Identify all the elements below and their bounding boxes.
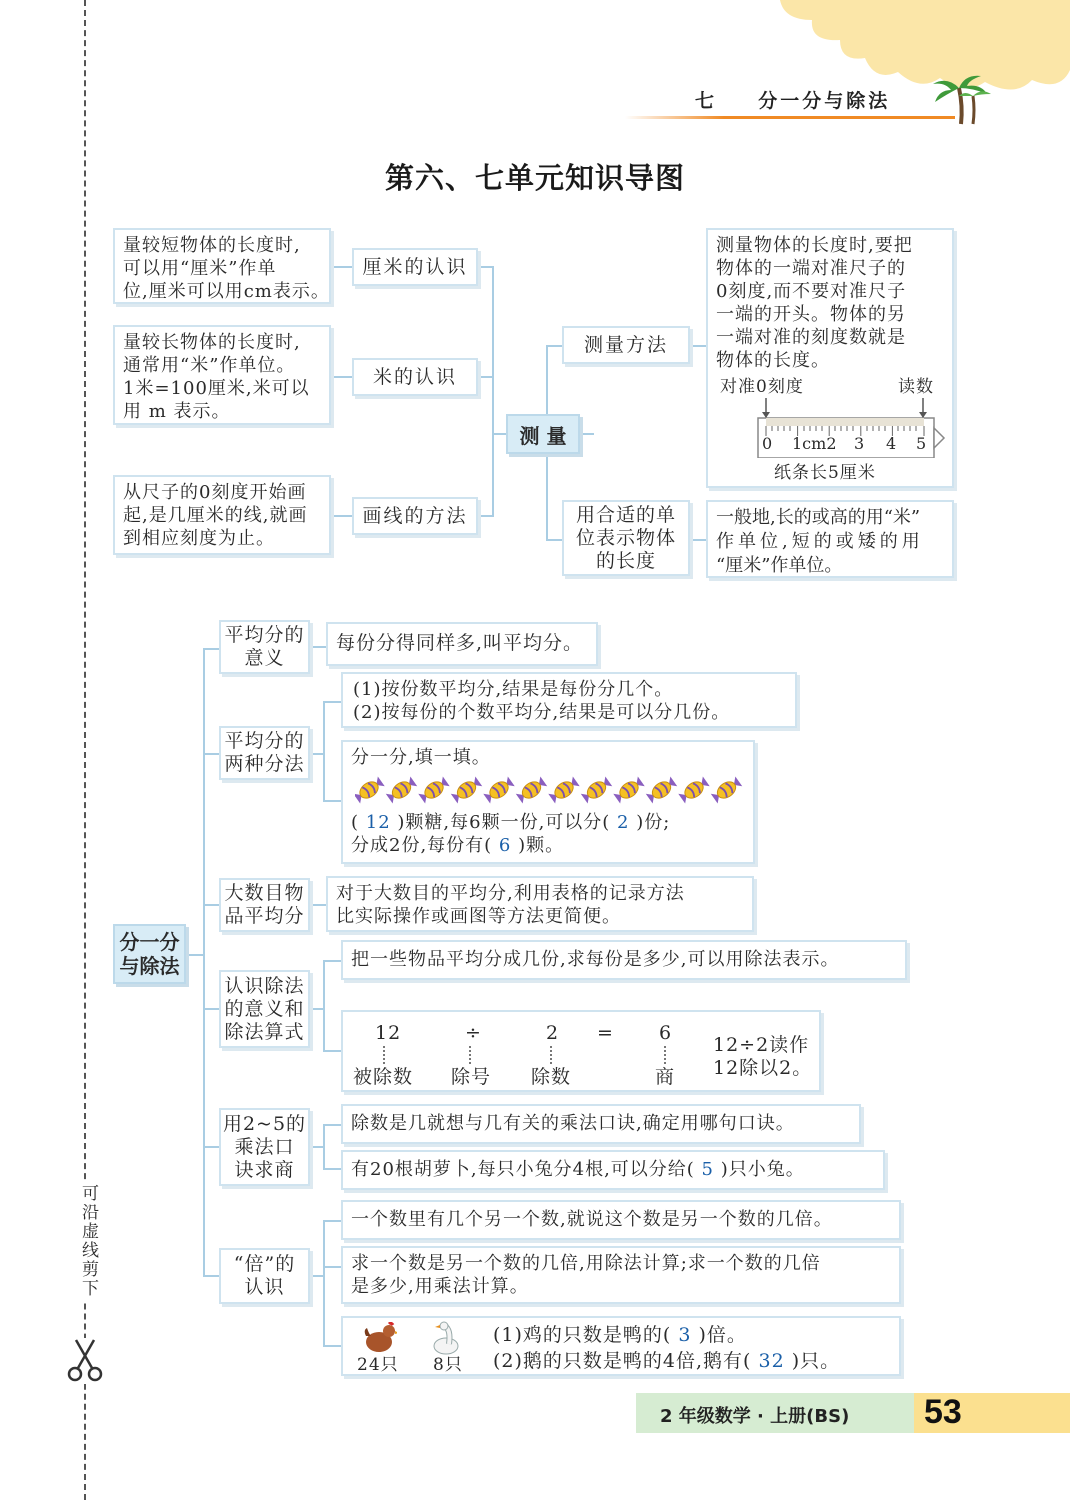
page-number: 53 xyxy=(924,1393,962,1431)
dividend: 12 xyxy=(375,1022,402,1044)
m-description: 量较长物体的长度时, 通常用“米”作单位。 1米=100厘米,米可以 用 m 表示。 xyxy=(113,325,331,425)
answer-per-share: 6 xyxy=(498,835,512,856)
unit-description: 一般地,长的或高的用“米” 作单位,短的或矮的用 “厘米”作单位。 xyxy=(706,500,954,578)
division-sign-name: 除号 xyxy=(451,1066,492,1088)
node-large-quantity: 大数目物 品平均分 xyxy=(219,878,310,932)
scissors-icon xyxy=(66,1338,104,1384)
node-method: 测量方法 xyxy=(562,326,690,364)
node-m: 米的认识 xyxy=(352,358,478,396)
header-rule xyxy=(625,116,955,119)
candy-icon xyxy=(385,776,418,805)
multiplication-tip: 除数是几就想与几有关的乘法口诀,确定用哪句口诀。 xyxy=(341,1104,861,1144)
candy-icon xyxy=(483,776,516,805)
quotient: 6 xyxy=(659,1022,673,1044)
cut-instruction: 可沿虚线剪下 xyxy=(72,1180,98,1302)
times-calculation: 求一个数是另一个数的几倍,用除法计算;求一个数的几倍 是多少,用乘法计算。 xyxy=(341,1246,901,1304)
dividend-name: 被除数 xyxy=(353,1066,414,1088)
division-equation xyxy=(341,1010,821,1092)
ruler-tick-4: 4 xyxy=(886,434,898,453)
candy-icon xyxy=(678,776,711,805)
ruler-tick-3: 3 xyxy=(854,434,866,453)
method-description: 测量物体的长度时,要把 物体的一端对准尺子的 0刻度,而不要对准尺子 一端的开头。物体的另 一端对准的刻度数就是 物体的长度。 对准0刻度 读数 0 1cm2 3 4 5 纸条长5厘米 xyxy=(706,228,954,488)
draw-line-description: 从尺子的0刻度开始画 起,是几厘米的线,就画 到相应刻度为止。 xyxy=(113,475,331,555)
times-exercise xyxy=(341,1316,901,1376)
cloud-decoration xyxy=(770,0,1070,95)
candy-icon xyxy=(613,776,646,805)
candy-icon xyxy=(515,776,548,805)
node-two-methods: 平均分的 两种分法 xyxy=(219,726,310,780)
exercise-title: 分一分,填一填。 xyxy=(351,747,491,768)
cm-description: 量较短物体的长度时, 可以用“厘米”作单 位,厘米可以用cm表示。 xyxy=(113,228,331,304)
chapter-number: 七 xyxy=(695,90,718,112)
candy-exercise xyxy=(341,740,755,864)
node-measure-center: 测 量 xyxy=(506,414,580,454)
division-sign: ÷ xyxy=(465,1022,482,1044)
times-question-1: (1)鸡的只数是鸭的( 3 )倍。 xyxy=(493,1324,747,1346)
two-methods-list: (1)按份数平均分,结果是每份分几个。 (2)按每份的个数平均分,结果是可以分几份。 xyxy=(341,672,797,728)
divisor-name: 除数 xyxy=(531,1066,572,1088)
candy-icon xyxy=(450,776,483,805)
node-division-meaning: 认识除法 的意义和 除法算式 xyxy=(219,970,310,1048)
candy-icon xyxy=(645,776,678,805)
node-equal-share-meaning: 平均分的 意义 xyxy=(219,620,310,674)
exercise-line-2: 分成2份,每份有( 6 )颗。 xyxy=(351,835,565,856)
division-definition: 把一些物品平均分成几份,求每份是多少,可以用除法表示。 xyxy=(341,940,907,980)
page-title: 第六、七单元知识导图 xyxy=(384,161,685,195)
ruler-tick-1: 1cm2 xyxy=(792,434,837,453)
answer-times: 3 xyxy=(678,1324,692,1346)
node-cm: 厘米的认识 xyxy=(352,248,478,286)
candy-icon xyxy=(548,776,581,805)
footer-grade: 2 年级数学 · 上册(BS) xyxy=(660,1406,850,1427)
large-quantity-text: 对于大数目的平均分,利用表格的记录方法 比实际操作或画图等方法更简便。 xyxy=(326,876,754,932)
equals-sign: = xyxy=(597,1022,614,1044)
equal-share-definition: 每份分得同样多,叫平均分。 xyxy=(326,622,598,666)
hen-icon xyxy=(361,1322,397,1356)
chapter-title: 分一分与除法 xyxy=(758,90,891,112)
times-question-2: (2)鹅的只数是鸭的4倍,鹅有( 32 )只。 xyxy=(493,1350,841,1372)
node-times: “倍”的 认识 xyxy=(219,1248,310,1304)
node-draw-line: 画线的方法 xyxy=(352,497,478,535)
chapter-header xyxy=(695,86,890,113)
hen-count: 24只 xyxy=(357,1355,399,1375)
ruler-left-label: 对准0刻度 xyxy=(720,377,804,397)
ruler-caption: 纸条长5厘米 xyxy=(774,463,876,483)
ruler-tick-5: 5 xyxy=(916,434,928,453)
exercise-line-1: ( 12 )颗糖,每6颗一份,可以分( 2 )份; xyxy=(351,812,671,833)
reading-note: 12÷2读作 12除以2。 xyxy=(713,1034,813,1079)
candy-icon xyxy=(710,776,743,805)
carrot-problem: 有20根胡萝卜,每只小兔分4根,可以分给( 5 )只小兔。 xyxy=(341,1150,885,1190)
times-definition: 一个数里有几个另一个数,就说这个数是另一个数的几倍。 xyxy=(341,1200,901,1240)
candy-row xyxy=(355,773,745,807)
node-multiplication-table: 用2~5的 乘法口 诀求商 xyxy=(219,1108,310,1186)
candy-icon xyxy=(355,776,385,805)
answer-rabbits: 5 xyxy=(701,1159,714,1180)
node-unit: 用合适的单 位表示物体 的长度 xyxy=(562,500,690,576)
ruler-right-label: 读数 xyxy=(898,377,934,397)
answer-groups: 2 xyxy=(617,812,630,833)
ruler-tick-0: 0 xyxy=(762,434,774,453)
node-divide-center: 分一分 与除法 xyxy=(113,924,186,984)
answer-geese: 32 xyxy=(758,1350,785,1372)
goose-icon xyxy=(429,1320,463,1356)
quotient-name: 商 xyxy=(655,1066,676,1088)
divisor: 2 xyxy=(546,1022,560,1044)
goose-count: 8只 xyxy=(433,1355,463,1375)
answer-candy-total: 12 xyxy=(365,812,391,833)
candy-icon xyxy=(580,776,613,805)
candy-icon xyxy=(418,776,451,805)
